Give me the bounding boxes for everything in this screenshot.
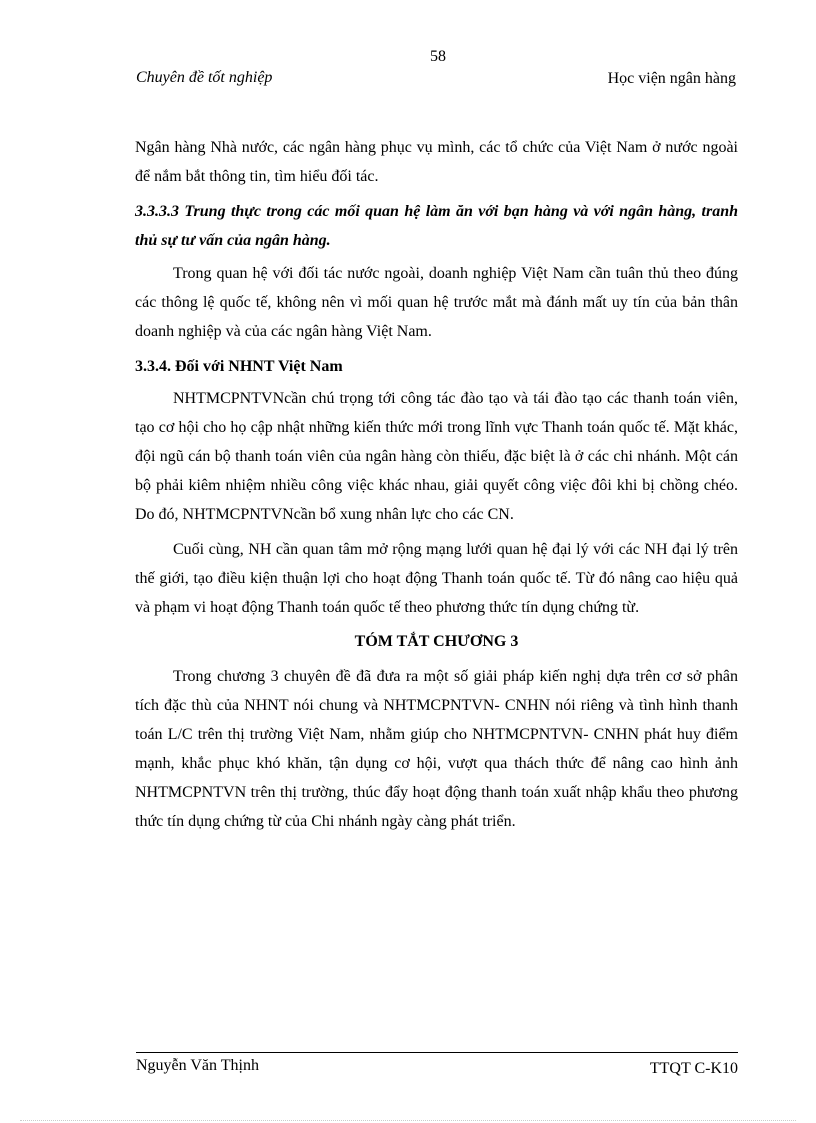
- paragraph-network: Cuối cùng, NH cần quan tâm mở rộng mạng lưới quan hệ đại lý với các NH đại lý trên thế giới, tạo điều kiện thuận lợi cho hoạt động Thanh toán quốc tế. Từ đó nâng cao hiệu quả và phạm vi hoạt động Thanh toán quốc tế theo phương thức tín dụng chứng từ.: [135, 541, 738, 616]
- section-heading-3-3-3-3: 3.3.3.3 Trung thực trong các mối quan hệ làm ăn với bạn hàng và với ngân hàng, tranh thủ sự tư vấn của ngân hàng.: [135, 203, 738, 249]
- page-edge-divider: [20, 1120, 796, 1121]
- footer-divider: [136, 1052, 738, 1053]
- paragraph-honesty: Trong quan hệ với đối tác nước ngoài, doanh nghiệp Việt Nam cần tuân thủ theo đúng các thông lệ quốc tế, không nên vì mối quan hệ trước mắt mà đánh mất uy tín của bản thân doanh nghiệp và của các ngân hàng Việt Nam.: [135, 265, 738, 340]
- paragraph-continued: Ngân hàng Nhà nước, các ngân hàng phục vụ mình, các tổ chức của Việt Nam ở nước ngoài để nắm bắt thông tin, tìm hiểu đối tác.: [135, 139, 738, 185]
- footer-class-code: TTQT C-K10: [649, 1060, 738, 1077]
- paragraph-training: NHTMCPNTVNcần chú trọng tới công tác đào tạo và tái đào tạo các thanh toán viên, tạo cơ hội cho họ cập nhật những kiến thức mới trong lĩnh vực Thanh toán quốc tế. Mặt khác, đội ngũ cán bộ thanh toán viên của ngân hàng còn thiếu, đặc biệt là ở các chi nhánh. Một cán bộ phải kiêm nhiệm nhiều công việc khác nhau, giải quyết công việc đôi khi bị chồng chéo. Do đó, NHTMCPNTVNcần bổ xung nhân lực cho các CN.: [135, 390, 738, 523]
- chapter-summary-title: TÓM TẮT CHƯƠNG 3: [354, 633, 519, 650]
- section-heading-3-3-4: 3.3.4. Đối với NHNT Việt Nam: [135, 358, 343, 375]
- paragraph-summary: Trong chương 3 chuyên đề đã đưa ra một số giải pháp kiến nghị dựa trên cơ sở phân tích đặc thù của NHNT nói chung và NHTMCPNTVN- CNHN nói riêng và tình hình thanh toán L/C trên thị trường Việt Nam, nhằm giúp cho NHTMCPNTVN- CNHN phát huy điểm mạnh, khắc phục khó khăn, tận dụng cơ hội, vượt qua thách thức để nâng cao hình ảnh NHTMCPNTVN trên thị trường, thúc đẩy hoạt động thanh toán xuất nhập khẩu theo phương thức tín dụng chứng từ của Chi nhánh ngày càng phát triển.: [135, 668, 738, 830]
- footer-author: Nguyễn Văn Thịnh: [136, 1057, 259, 1074]
- header-document-title: Chuyên đề tốt nghiệp: [136, 69, 273, 86]
- document-body: [135, 133, 738, 842]
- header-institution: Học viện ngân hàng: [607, 70, 736, 87]
- page-number: 58: [430, 48, 446, 65]
